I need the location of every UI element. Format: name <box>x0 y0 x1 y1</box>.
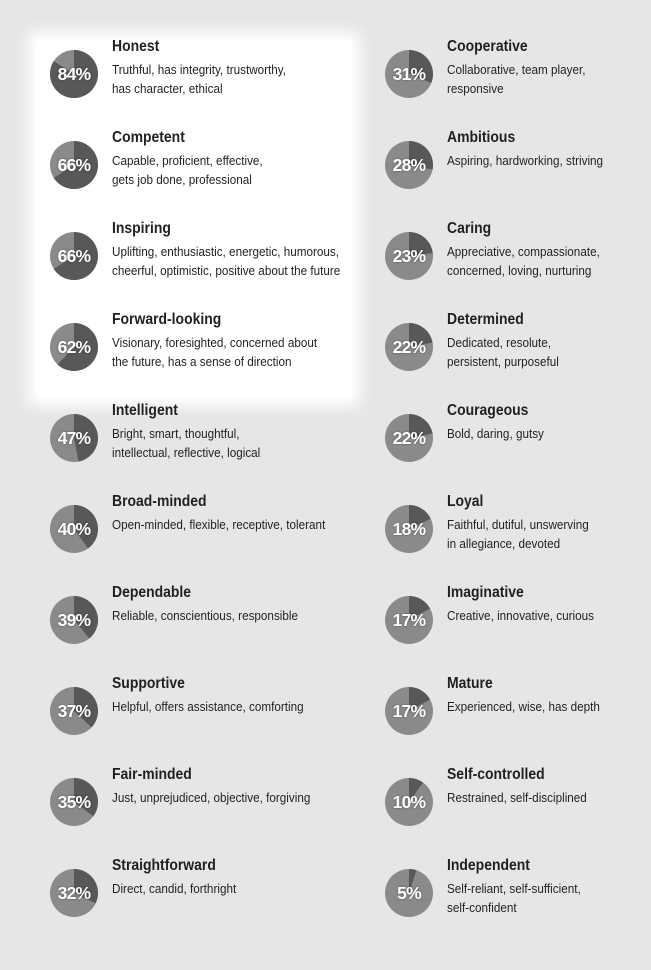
trait-description: Uplifting, enthusiastic, energetic, humorous, cheerful, optimistic, positive about the future <box>112 244 341 278</box>
pie-chart <box>50 778 98 826</box>
trait-description: Appreciative, compassionate, concerned, loving, nurturing <box>447 244 600 278</box>
trait-description: Bright, smart, thoughtful, intellectual, reflective, logical <box>112 426 261 460</box>
pie-chart <box>385 50 433 98</box>
pie-chart <box>385 778 433 826</box>
trait-description: Just, unprejudiced, objective, forgiving <box>112 790 311 805</box>
percent-label: 66% <box>57 155 91 175</box>
percent-label: 39% <box>57 610 91 630</box>
percent-label: 10% <box>392 792 426 812</box>
trait-title: Broad-minded <box>112 493 207 510</box>
trait-title: Dependable <box>112 584 192 601</box>
percent-label: 84% <box>57 64 91 84</box>
trait-title: Independent <box>447 857 530 874</box>
pie-chart <box>50 687 98 735</box>
pie-chart <box>385 596 433 644</box>
pie-chart <box>50 414 98 462</box>
trait-title: Caring <box>447 220 492 237</box>
percent-label: 35% <box>57 792 91 812</box>
percent-label: 5% <box>397 883 421 903</box>
pie-chart <box>50 869 98 917</box>
trait-title: Determined <box>447 311 524 328</box>
percent-label: 22% <box>392 428 426 448</box>
trait-description: Reliable, conscientious, responsible <box>112 608 299 623</box>
pie-chart <box>50 232 98 280</box>
trait-description: Visionary, foresighted, concerned about the future, has a sense of direction <box>112 335 318 369</box>
percent-label: 31% <box>392 64 426 84</box>
percent-label: 23% <box>392 246 426 266</box>
trait-description: Creative, innovative, curious <box>447 608 594 623</box>
trait-title: Self-controlled <box>447 766 545 783</box>
trait-title: Forward-looking <box>112 311 222 328</box>
trait-description: Experienced, wise, has depth <box>447 699 600 714</box>
trait-description: Bold, daring, gutsy <box>447 426 544 441</box>
percent-label: 17% <box>392 610 426 630</box>
trait-title: Mature <box>447 675 493 692</box>
trait-description: Restrained, self-disciplined <box>447 790 587 805</box>
percent-label: 28% <box>392 155 426 175</box>
trait-title: Cooperative <box>447 38 528 55</box>
trait-title: Intelligent <box>112 402 178 419</box>
trait-description: Open-minded, flexible, receptive, tolerant <box>112 517 326 532</box>
trait-description: Aspiring, hardworking, striving <box>447 153 604 168</box>
percent-label: 40% <box>57 519 91 539</box>
pie-chart <box>385 323 433 371</box>
trait-title: Courageous <box>447 402 529 419</box>
trait-description: Faithful, dutiful, unswerving in allegiance, devoted <box>447 517 589 551</box>
trait-title: Competent <box>112 129 185 146</box>
percent-label: 32% <box>57 883 91 903</box>
pie-chart <box>50 596 98 644</box>
trait-title: Supportive <box>112 675 185 692</box>
percent-label: 17% <box>392 701 426 721</box>
trait-title: Straightforward <box>112 857 216 874</box>
percent-label: 47% <box>57 428 91 448</box>
trait-title: Honest <box>112 38 160 55</box>
trait-description: Direct, candid, forthright <box>112 881 237 896</box>
trait-description: Capable, proficient, effective, gets job done, professional <box>112 153 263 187</box>
percent-label: 66% <box>57 246 91 266</box>
trait-description: Collaborative, team player, responsive <box>447 62 586 96</box>
pie-chart <box>385 505 433 553</box>
trait-description: Helpful, offers assistance, comforting <box>112 699 304 714</box>
pie-chart <box>50 141 98 189</box>
pie-chart <box>385 869 433 917</box>
percent-label: 37% <box>57 701 91 721</box>
trait-description: Dedicated, resolute, persistent, purposeful <box>447 335 559 369</box>
trait-title: Ambitious <box>447 129 516 146</box>
trait-description: Truthful, has integrity, trustworthy, has character, ethical <box>112 62 287 96</box>
trait-title: Inspiring <box>112 220 171 237</box>
pie-chart <box>385 687 433 735</box>
pie-chart <box>50 323 98 371</box>
percent-label: 18% <box>392 519 426 539</box>
trait-title: Loyal <box>447 493 484 510</box>
pie-chart <box>50 50 98 98</box>
pie-chart <box>385 414 433 462</box>
trait-title: Imaginative <box>447 584 524 601</box>
percent-label: 62% <box>57 337 91 357</box>
percent-label: 22% <box>392 337 426 357</box>
pie-chart <box>385 232 433 280</box>
trait-description: Self-reliant, self-sufficient, self-confident <box>447 881 581 915</box>
pie-chart <box>385 141 433 189</box>
trait-title: Fair-minded <box>112 766 192 783</box>
pie-chart <box>50 505 98 553</box>
